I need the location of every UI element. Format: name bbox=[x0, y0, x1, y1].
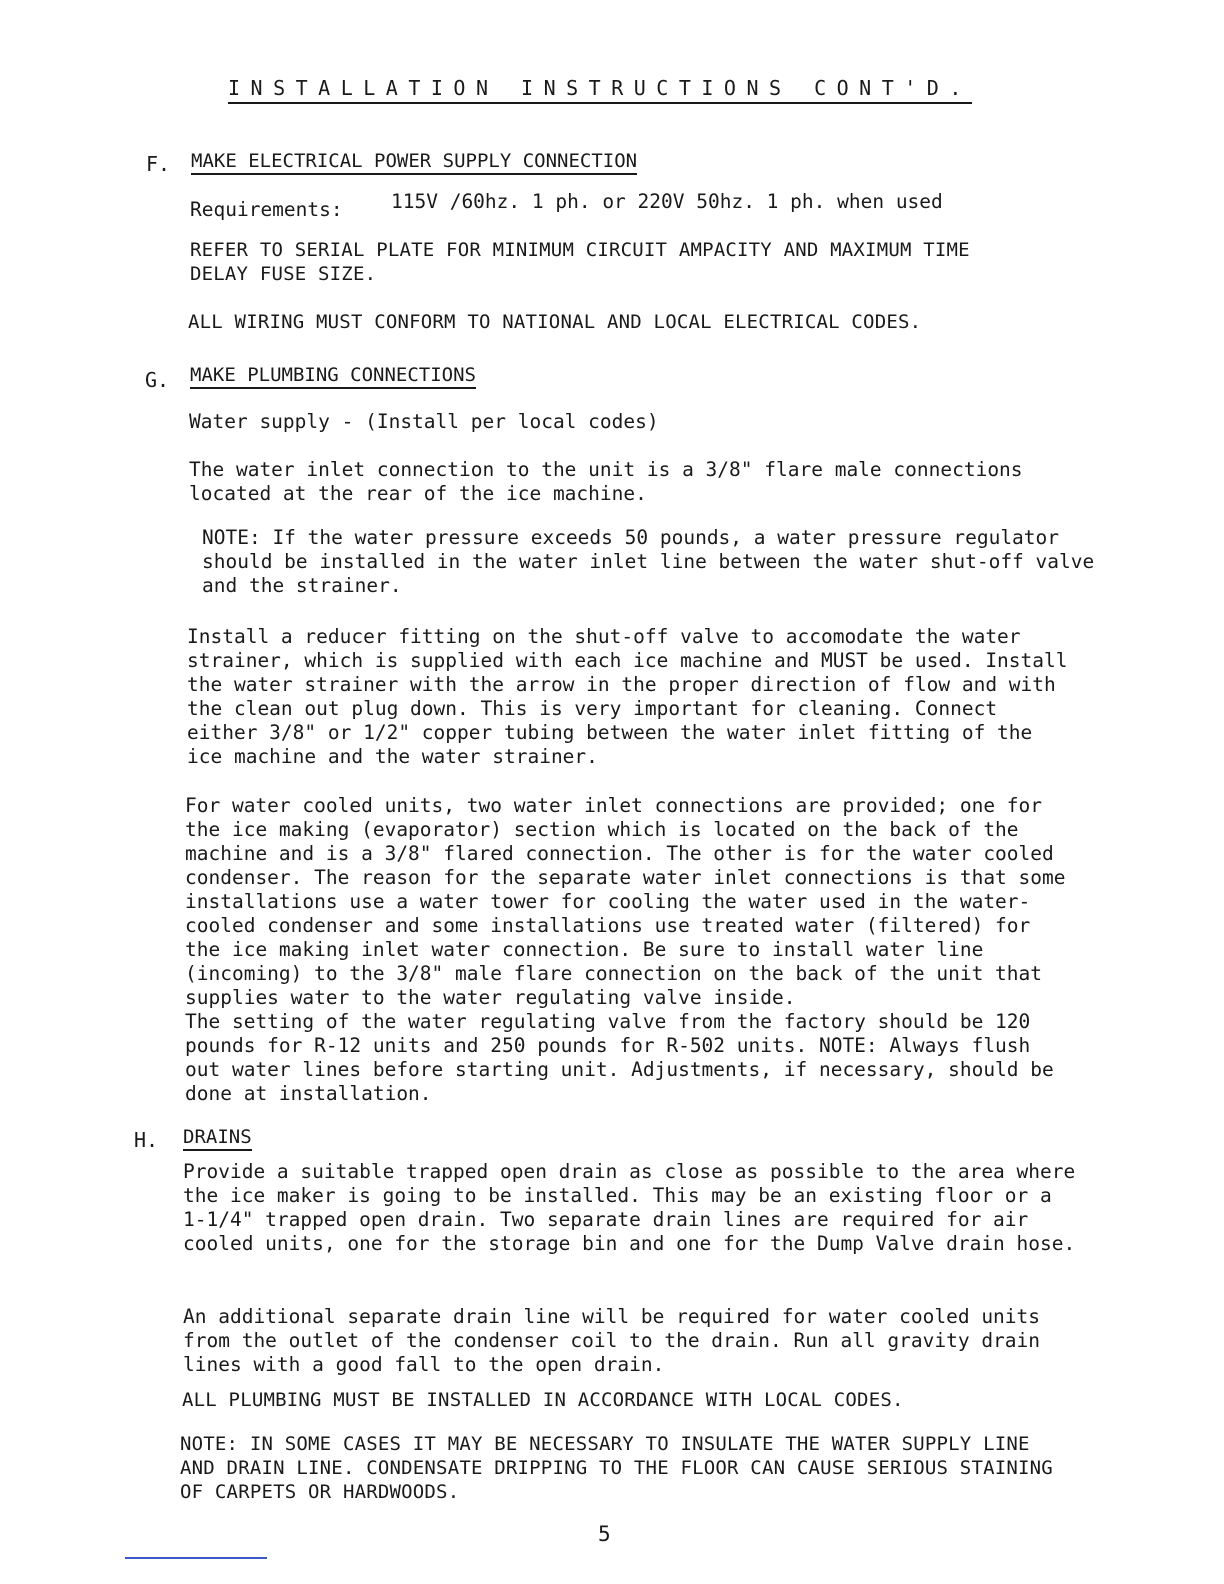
text-line: An additional separate drain line will be required for water cooled units bbox=[183, 1305, 1041, 1328]
refer-paragraph bbox=[190, 238, 970, 286]
page-number: 5 bbox=[598, 1522, 611, 1546]
text-line: cooled units, one for the storage bin and one for the Dump Valve drain hose. bbox=[183, 1232, 1076, 1255]
text-line: the ice maker is going to be installed. This may be an existing floor or a bbox=[183, 1184, 1052, 1207]
text-line: located at the rear of the ice machine. bbox=[189, 482, 647, 505]
text-line: cooled condenser and some installations use treated water (filtered) for bbox=[185, 914, 1031, 937]
text-line: 1-1/4" trapped open drain. Two separate drain lines are required for air bbox=[183, 1208, 1029, 1231]
text-line: OF CARPETS OR HARDWOODS. bbox=[180, 1481, 460, 1503]
drain-paragraph bbox=[183, 1160, 1075, 1256]
reducer-paragraph bbox=[187, 625, 1068, 769]
text-line: the ice making (evaporator) section which is located on the back of the bbox=[185, 818, 1019, 841]
text-line: DELAY FUSE SIZE. bbox=[190, 263, 377, 285]
text-line: Provide a suitable trapped open drain as close as possible to the area where bbox=[183, 1160, 1076, 1183]
water-supply-line: Water supply - (Install per local codes) bbox=[189, 410, 659, 433]
text-line: the clean out plug down. This is very important for cleaning. Connect bbox=[187, 697, 998, 720]
section-f-heading: MAKE ELECTRICAL POWER SUPPLY CONNECTION bbox=[191, 150, 637, 175]
text-line: out water lines before starting unit. Adjustments, if necessary, should be bbox=[185, 1058, 1054, 1081]
text-line: and the strainer. bbox=[202, 574, 402, 597]
pressure-note bbox=[202, 526, 1094, 598]
footer-rule bbox=[125, 1557, 267, 1559]
text-line: NOTE: IN SOME CASES IT MAY BE NECESSARY TO INSULATE THE WATER SUPPLY LINE bbox=[180, 1433, 1030, 1455]
text-line: lines with a good fall to the open drain. bbox=[183, 1353, 665, 1376]
text-line: condenser. The reason for the separate water inlet connections is that some bbox=[185, 866, 1066, 889]
text-line: The setting of the water regulating valve from the factory should be 120 bbox=[185, 1010, 1031, 1033]
text-line: from the outlet of the condenser coil to the drain. Run all gravity drain bbox=[183, 1329, 1041, 1352]
requirements-label: Requirements: bbox=[190, 198, 343, 221]
text-line: Install a reducer fitting on the shut-off valve to accomodate the water bbox=[187, 625, 1021, 648]
text-line: the ice making inlet water connection. Be sure to install water line bbox=[185, 938, 984, 961]
text-line: (incoming) to the 3/8" male flare connection on the back of the unit that bbox=[185, 962, 1043, 985]
text-line: should be installed in the water inlet line between the water shut-off valve bbox=[202, 550, 1095, 573]
inlet-paragraph bbox=[189, 458, 1023, 506]
text-line: The water inlet connection to the unit is a 3/8" flare male connections bbox=[189, 458, 1023, 481]
text-line: installations use a water tower for cooling the water used in the water- bbox=[185, 890, 1031, 913]
text-line: NOTE: If the water pressure exceeds 50 pounds, a water pressure regulator bbox=[202, 526, 1060, 549]
text-line: either 3/8" or 1/2" copper tubing between the water inlet fitting of the bbox=[187, 721, 1033, 744]
text-line: supplies water to the water regulating valve inside. bbox=[185, 986, 796, 1009]
requirements-value: 115V /60hz. 1 ph. or 220V 50hz. 1 ph. when used bbox=[391, 190, 943, 213]
text-line: strainer, which is supplied with each ice machine and MUST be used. Install bbox=[187, 649, 1068, 672]
water-cooled-paragraph bbox=[185, 794, 1066, 1106]
text-line: AND DRAIN LINE. CONDENSATE DRIPPING TO THE FLOOR CAN CAUSE SERIOUS STAINING bbox=[180, 1457, 1053, 1479]
text-line: For water cooled units, two water inlet connections are provided; one for bbox=[185, 794, 1043, 817]
section-h-heading: DRAINS bbox=[183, 1126, 252, 1151]
final-note bbox=[180, 1432, 1053, 1504]
text-line: REFER TO SERIAL PLATE FOR MINIMUM CIRCUIT AMPACITY AND MAXIMUM TIME bbox=[190, 239, 970, 261]
page-title: INSTALLATION INSTRUCTIONS CONT'D. bbox=[228, 76, 972, 104]
wiring-statement: ALL WIRING MUST CONFORM TO NATIONAL AND LOCAL ELECTRICAL CODES. bbox=[188, 311, 922, 333]
text-line: pounds for R-12 units and 250 pounds for R-502 units. NOTE: Always flush bbox=[185, 1034, 1031, 1057]
text-line: done at installation. bbox=[185, 1082, 432, 1105]
text-line: the water strainer with the arrow in the proper direction of flow and with bbox=[187, 673, 1056, 696]
section-g-letter: G. bbox=[145, 368, 170, 392]
text-line: machine and is a 3/8" flared connection. The other is for the water cooled bbox=[185, 842, 1054, 865]
section-h-letter: H. bbox=[134, 1128, 159, 1152]
section-g-heading: MAKE PLUMBING CONNECTIONS bbox=[190, 364, 476, 389]
text-line: ice machine and the water strainer. bbox=[187, 745, 598, 768]
plumbing-codes-statement: ALL PLUMBING MUST BE INSTALLED IN ACCORDANCE WITH LOCAL CODES. bbox=[182, 1389, 904, 1411]
additional-drain-paragraph bbox=[183, 1305, 1040, 1377]
section-f-letter: F. bbox=[146, 152, 171, 176]
